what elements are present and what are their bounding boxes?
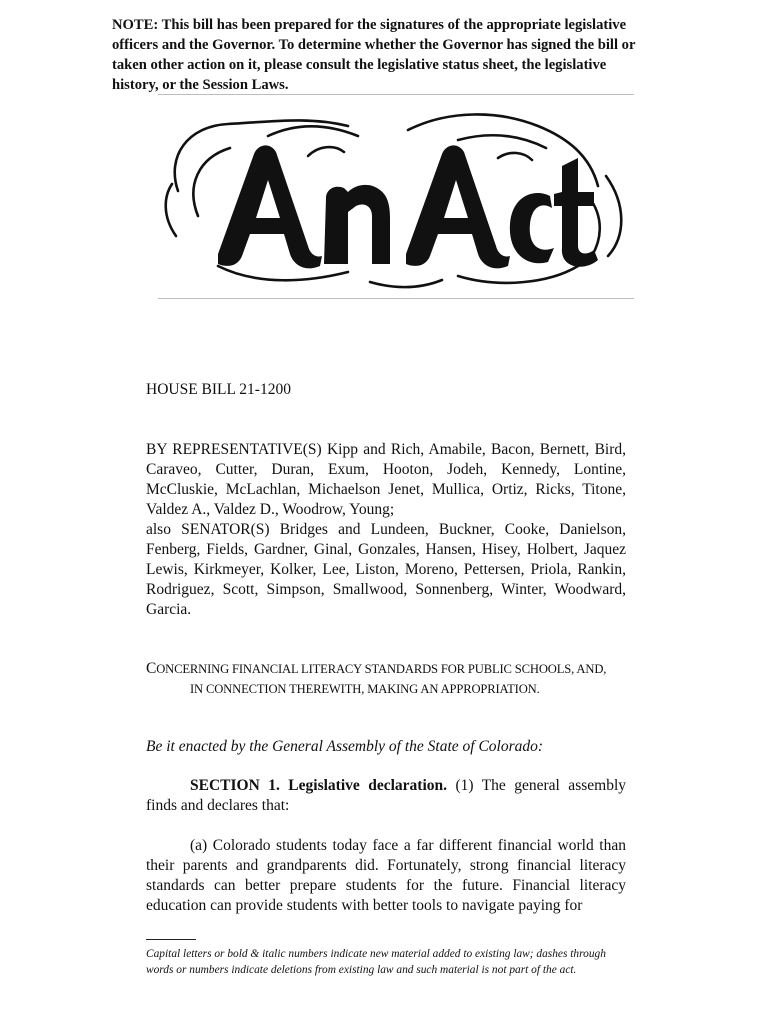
bill-title bbox=[146, 659, 636, 699]
ornamental-an-act-banner-icon bbox=[158, 96, 634, 296]
legislative-note: NOTE: This bill has been prepared for the signatures of the appropriate legislative officers and the Governor. To determine whether the Governor has signed the bill or taken other action on it, please consult the legislative status sheet, the legislative history, or the Session Laws. bbox=[112, 17, 636, 93]
representatives-list: BY REPRESENTATIVE(S) Kipp and Rich, Amabile, Bacon, Bernett, Bird, Caraveo, Cutter, Duran, Exum, Hooton, Jodeh, Kennedy, Lontine, McCluskie, McLachlan, Michaelson Jenet, Mullica, Ortiz, Ricks, Titone, Valdez A., Valdez D., Woodrow, Young; bbox=[146, 441, 626, 518]
footnote-rule bbox=[146, 939, 196, 940]
bill-title-initial: C bbox=[146, 660, 157, 677]
enacting-clause: Be it enacted by the General Assembly of the State of Colorado: bbox=[146, 738, 544, 755]
footnote-text: Capital letters or bold & italic numbers indicate new material added to existing law; dashes through words or numbers indicate deletions from existing law and such material is not part of the act. bbox=[146, 948, 606, 976]
sponsors-block bbox=[146, 440, 626, 620]
section-1-paragraph bbox=[146, 776, 626, 816]
banner-bottom-rule bbox=[158, 298, 634, 299]
bill-number: HOUSE BILL 21-1200 bbox=[146, 381, 291, 398]
footnote bbox=[146, 939, 630, 978]
section-1-intro: (1) The general assembly finds and declares that: bbox=[146, 777, 626, 814]
an-act-banner bbox=[158, 96, 634, 296]
senators-list: also SENATOR(S) Bridges and Lundeen, Buckner, Cooke, Danielson, Fenberg, Fields, Gardner, Ginal, Gonzales, Hansen, Hisey, Holbert, Jaquez Lewis, Kirkmeyer, Kolker, Lee, Liston, Moreno, Pettersen, Priola, Rankin, Rodriguez, Scott, Simpson, Smallwood, Sonnenberg, Winter, Woodward, Garcia. bbox=[146, 521, 626, 618]
bill-title-line-1-text: ONCERNING FINANCIAL LITERACY STANDARDS FOR PUBLIC SCHOOLS, AND, bbox=[156, 662, 607, 676]
banner-top-rule bbox=[158, 94, 634, 95]
bill-title-line-2: IN CONNECTION THEREWITH, MAKING AN APPROPRIATION. bbox=[190, 682, 540, 696]
section-1-heading: SECTION 1. Legislative declaration. bbox=[190, 777, 447, 794]
bill-body bbox=[146, 776, 626, 916]
bill-title-line-1 bbox=[146, 659, 636, 679]
section-1-paragraph-a: (a) Colorado students today face a far different financial world than their parents and grandparents did. Fortunately, strong financial literacy standards can better prepare students for the future. Financial literacy education can provide students with better tools to navigate paying for bbox=[146, 837, 626, 914]
